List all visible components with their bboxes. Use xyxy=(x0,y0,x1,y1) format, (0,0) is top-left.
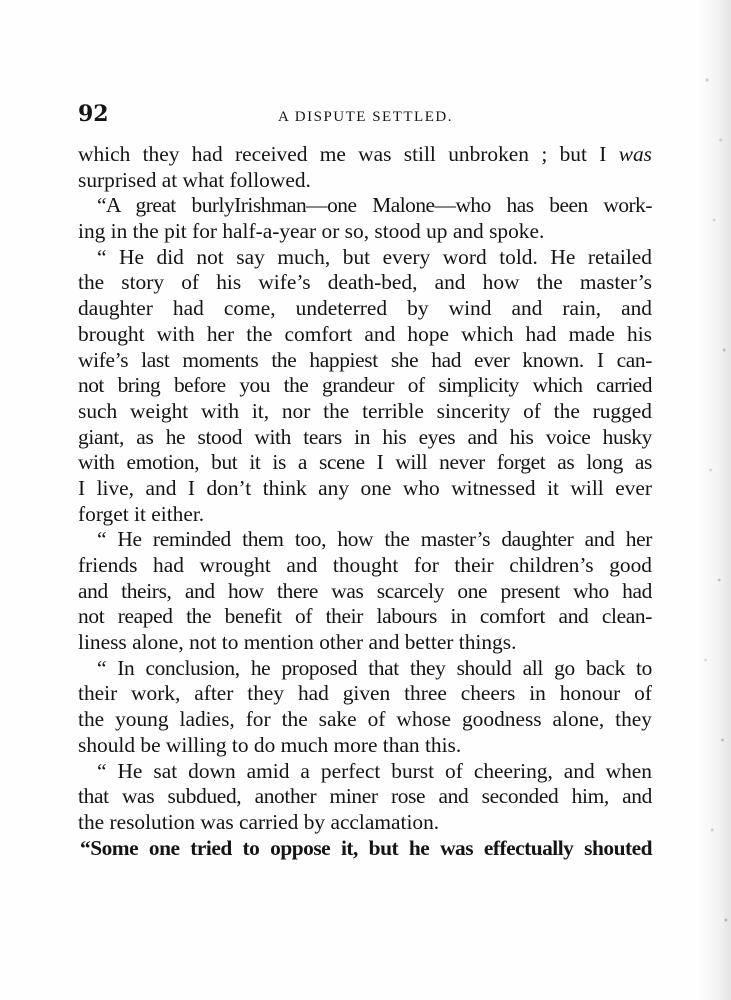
page-header xyxy=(78,101,653,131)
text-line: “ He sat down amid a perfect burst of cheering, and when xyxy=(97,758,652,783)
text-line: the resolution was carried by acclamation. xyxy=(78,809,440,834)
text-line: I live, and I don’t think any one who witnessed it will ever xyxy=(78,475,652,500)
text-line: not reaped the benefit of their labours in comfort and clean- xyxy=(78,604,652,629)
text-line: brought with her the comfort and hope which had made his xyxy=(78,321,652,346)
text-line: ing in the pit for half-a-year or so, stood up and spoke. xyxy=(78,219,545,244)
text-line: their work, after they had given three cheers in honour of xyxy=(78,681,652,706)
text-line: liness alone, not to mention other and better things. xyxy=(78,630,517,655)
text-line: forget it either. xyxy=(78,501,205,526)
text-line: “ In conclusion, he proposed that they should all go back to xyxy=(97,655,652,680)
text-line: the story of his wife’s death-bed, and how the master’s xyxy=(78,270,652,295)
text-line: that was subdued, another miner rose and seconded him, and xyxy=(78,784,652,809)
text-line: surprised at what followed. xyxy=(78,167,311,192)
text-line: the young ladies, for the sake of whose goodness alone, they xyxy=(78,707,652,732)
text-line: “ He did not say much, but every word told. He retailed xyxy=(97,244,652,269)
text-line: giant, as he stood with tears in his eyes and his voice husky xyxy=(78,424,652,449)
text-line: and theirs, and how there was scarcely one present who had xyxy=(78,578,652,603)
text-line: friends had wrought and thought for their children’s good xyxy=(78,553,652,577)
body-text xyxy=(78,142,652,861)
text-line: daughter had come, undeterred by wind and rain, and xyxy=(78,296,652,321)
text-line: not bring before you the grandeur of simplicity which carried xyxy=(78,373,652,398)
page-edge xyxy=(697,0,731,1000)
text-line: “A great burlyIrishman—one Malone—who has been work- xyxy=(97,193,652,218)
text-line: “ He reminded them too, how the master’s daughter and her xyxy=(97,527,652,552)
running-title: A DISPUTE SETTLED. xyxy=(278,109,453,125)
text-line: which they had received me was still unbroken ; but I was xyxy=(78,142,652,166)
text-line: “Some one tried to oppose it, but he was effectually shouted xyxy=(80,835,652,860)
page-number: 92 xyxy=(78,101,109,127)
text-line: should be willing to do much more than this. xyxy=(78,732,462,757)
text-line: with emotion, but it is a scene I will never forget as long as xyxy=(78,450,652,475)
text-line: such weight with it, nor the terrible sincerity of the rugged xyxy=(78,398,652,423)
emphasis: was xyxy=(618,142,652,166)
text-line: wife’s last moments the happiest she had ever known. I can- xyxy=(78,347,652,372)
